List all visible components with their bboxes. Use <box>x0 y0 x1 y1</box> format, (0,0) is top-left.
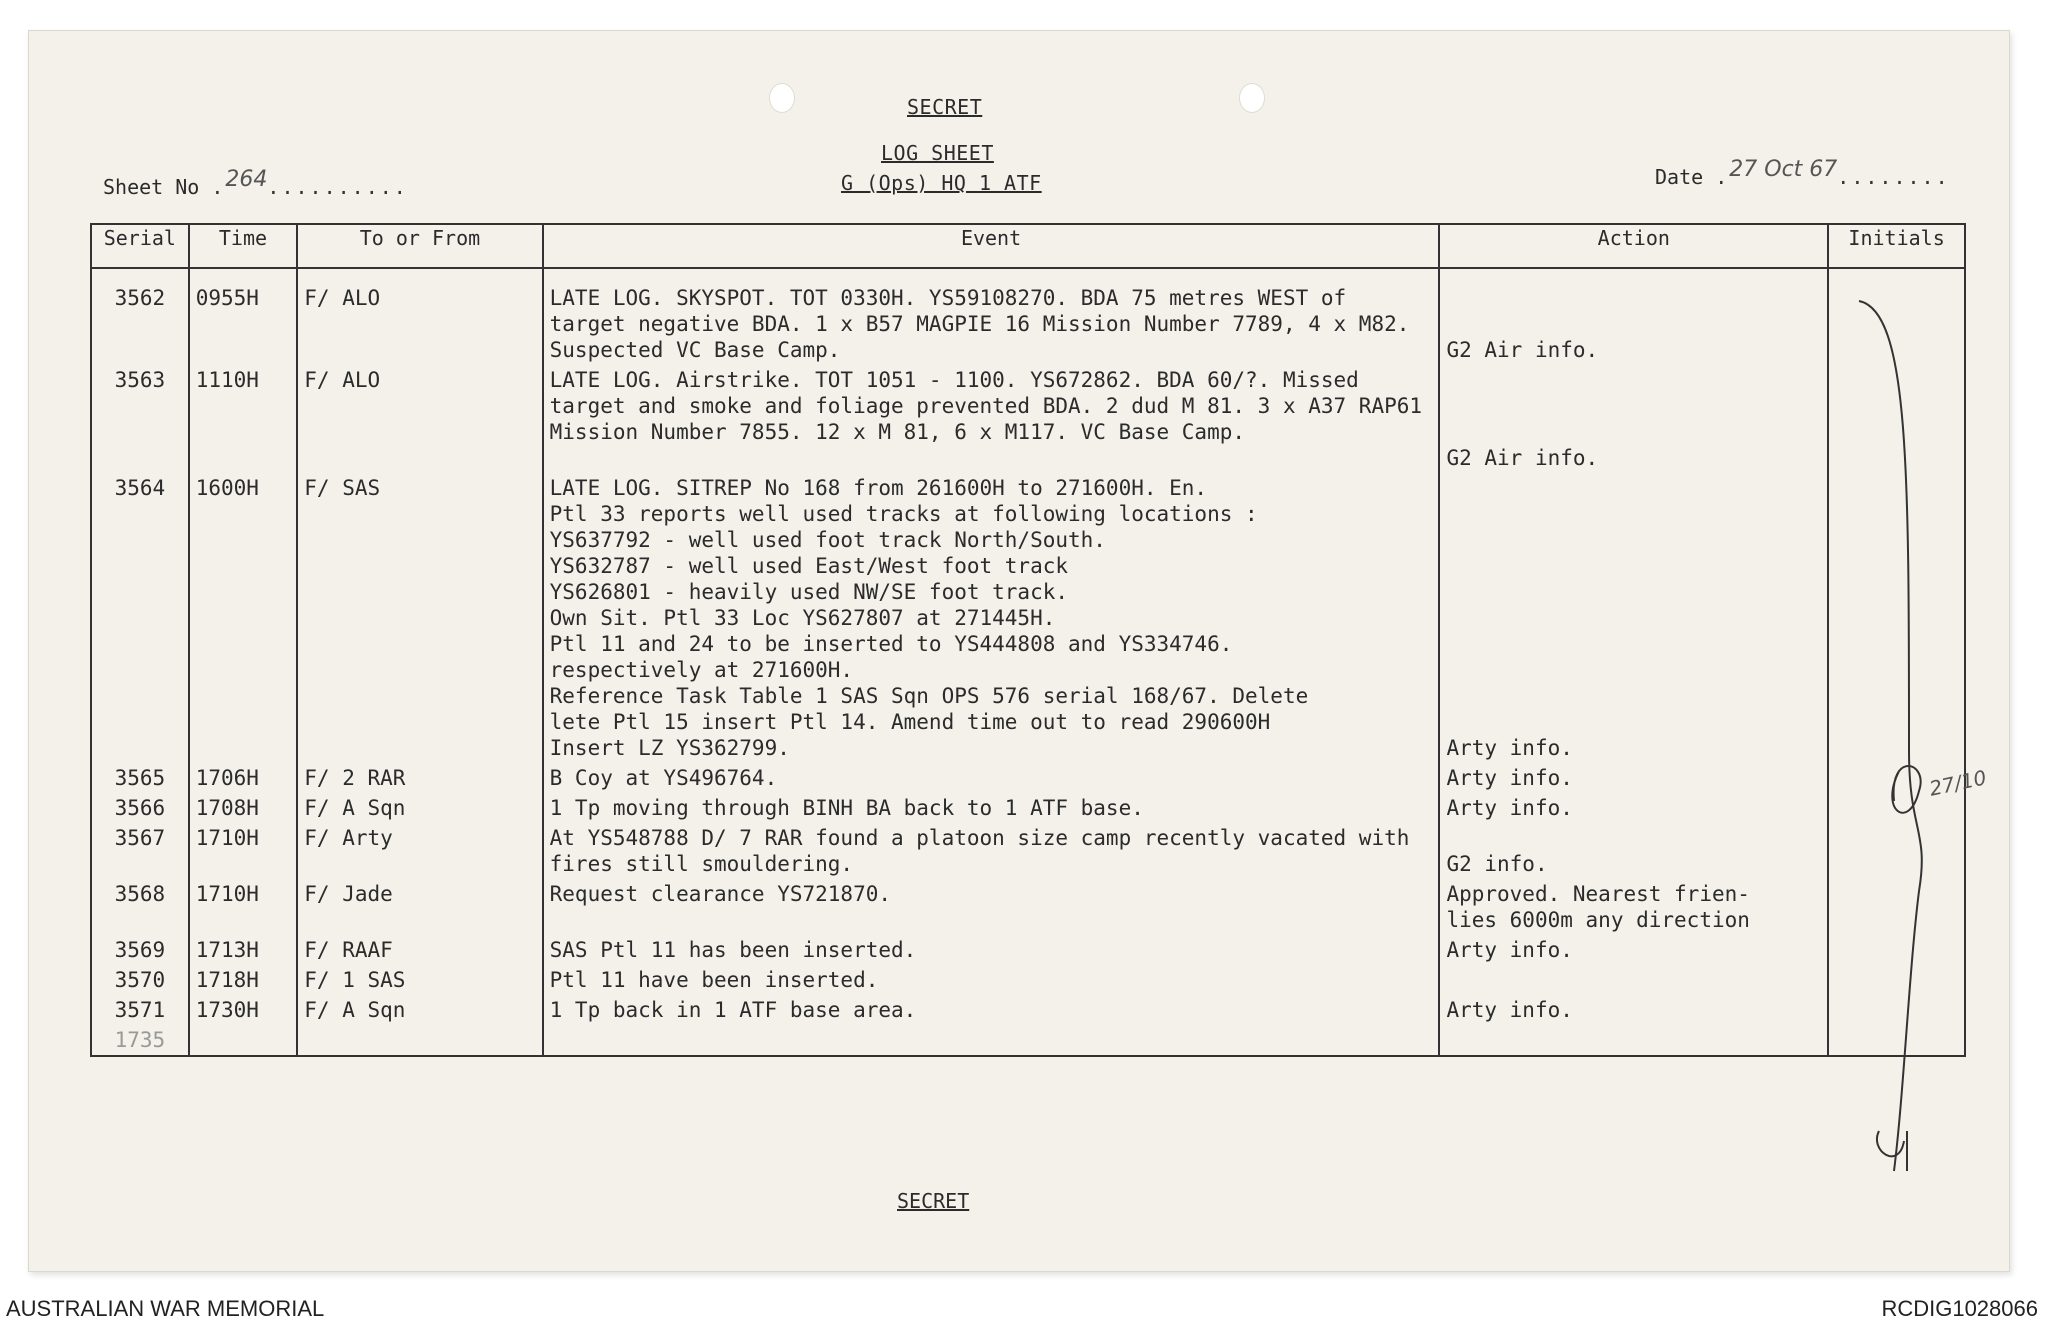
table-header-row <box>91 224 1965 268</box>
column-header-initials: Initials <box>1828 224 1965 268</box>
time-cell: 1600H <box>189 473 298 763</box>
event-cell: Request clearance YS721870. <box>543 879 1440 935</box>
sheet-number-dots: . <box>211 175 226 199</box>
sheet-date <box>1655 157 1950 190</box>
table-row <box>91 283 1965 365</box>
column-header-serial: Serial <box>91 224 189 268</box>
table-row <box>91 473 1965 763</box>
serial-cell: 3568 <box>91 879 189 935</box>
table-spacer-row <box>91 268 1965 283</box>
date-value: 27 Oct 67 <box>1729 157 1838 182</box>
from-cell: F/ A Sqn <box>297 995 542 1025</box>
event-cell: 1 Tp back in 1 ATF base area. <box>543 995 1440 1025</box>
action-cell: G2 Air info. <box>1439 365 1828 473</box>
time-cell: 1730H <box>189 995 298 1025</box>
action-cell: G2 Air info. <box>1439 283 1828 365</box>
time-cell: 1708H <box>189 793 298 823</box>
time-cell: 1710H <box>189 823 298 879</box>
time-cell: 1718H <box>189 965 298 995</box>
time-cell: 0955H <box>189 283 298 365</box>
log-table <box>90 223 1966 1057</box>
punch-hole <box>1239 83 1265 113</box>
serial-cell: 3569 <box>91 935 189 965</box>
table-row <box>91 965 1965 995</box>
column-header-to-or-from: To or From <box>297 224 542 268</box>
sheet-number-label: Sheet No <box>103 175 200 199</box>
action-cell: Arty info. <box>1439 473 1828 763</box>
from-cell: F/ ALO <box>297 365 542 473</box>
archive-id-label: RCDIG1028066 <box>1881 1296 2038 1321</box>
action-cell: Arty info. <box>1439 793 1828 823</box>
date-dots: . <box>1715 165 1730 189</box>
event-cell: LATE LOG. Airstrike. TOT 1051 - 1100. YS672862. BDA 60/?. Missed target and smoke and foliage prevented BDA. 2 dud M 81. 3 x A37 RAP61 Mission Number 7855. 12 x M 81, 6 x M117. VC Base Camp. <box>543 365 1440 473</box>
archive-source-label: AUSTRALIAN WAR MEMORIAL <box>6 1296 325 1321</box>
sheet-number <box>103 167 408 200</box>
action-cell: Arty info. <box>1439 763 1828 793</box>
classification-bottom: SECRET <box>897 1189 970 1213</box>
from-cell: F/ 1 SAS <box>297 965 542 995</box>
date-dots: ........ <box>1837 165 1950 189</box>
serial-cell: 3571 <box>91 995 189 1025</box>
table-row <box>91 365 1965 473</box>
event-cell: LATE LOG. SITREP No 168 from 261600H to 271600H. En. Ptl 33 reports well used tracks at following locations : YS637792 - well used foot track North/South. YS632787 - well used East/West foot track YS626801 - heavily used NW/SE foot track. Own Sit. Ptl 33 Loc YS627807 at 271445H. Ptl 11 and 24 to be inserted to YS444808 and YS334746. respectively at 271600H. Reference Task Table 1 SAS Sqn OPS 576 serial 168/67. Delete lete Ptl 15 insert Ptl 14. Amend time out to read 290600H Insert LZ YS362799. <box>543 473 1440 763</box>
table-row <box>91 763 1965 793</box>
from-cell: F/ Arty <box>297 823 542 879</box>
table-row <box>91 935 1965 965</box>
table-row <box>91 823 1965 879</box>
time-cell <box>189 1025 298 1056</box>
action-cell: Approved. Nearest frien- lies 6000m any direction <box>1439 879 1828 935</box>
serial-cell: 3570 <box>91 965 189 995</box>
serial-cell: 3565 <box>91 763 189 793</box>
from-cell: F/ 2 RAR <box>297 763 542 793</box>
event-cell: At YS548788 D/ 7 RAR found a platoon size camp recently vacated with fires still smouldering. <box>543 823 1440 879</box>
table-row <box>91 995 1965 1025</box>
sheet-number-value: 264 <box>225 167 268 192</box>
from-cell: F/ SAS <box>297 473 542 763</box>
event-cell: SAS Ptl 11 has been inserted. <box>543 935 1440 965</box>
serial-cell: 1735 <box>91 1025 189 1056</box>
action-cell: Arty info. <box>1439 995 1828 1025</box>
punch-hole <box>769 83 795 113</box>
serial-cell: 3566 <box>91 793 189 823</box>
action-cell <box>1439 965 1828 995</box>
handwritten-initials-mark <box>1849 271 2009 1191</box>
from-cell: F/ A Sqn <box>297 793 542 823</box>
event-cell: Ptl 11 have been inserted. <box>543 965 1440 995</box>
document-subtitle: G (Ops) HQ 1 ATF <box>841 171 1042 195</box>
initials-date: 27/10 <box>1927 765 1989 801</box>
sheet-number-dots: .......... <box>267 175 408 199</box>
time-cell: 1706H <box>189 763 298 793</box>
event-cell: 1 Tp moving through BINH BA back to 1 ATF base. <box>543 793 1440 823</box>
serial-cell: 3562 <box>91 283 189 365</box>
action-cell: Arty info. <box>1439 935 1828 965</box>
serial-cell: 3563 <box>91 365 189 473</box>
table-row <box>91 1025 1965 1056</box>
from-cell: F/ RAAF <box>297 935 542 965</box>
log-sheet-page <box>28 30 2010 1272</box>
column-header-action: Action <box>1439 224 1828 268</box>
event-cell: LATE LOG. SKYSPOT. TOT 0330H. YS59108270. BDA 75 metres WEST of target negative BDA. 1 x B57 MAGPIE 16 Mission Number 7789, 4 x M82. Suspected VC Base Camp. <box>543 283 1440 365</box>
table-row <box>91 793 1965 823</box>
event-cell <box>543 1025 1440 1056</box>
from-cell: F/ Jade <box>297 879 542 935</box>
from-cell <box>297 1025 542 1056</box>
time-cell: 1713H <box>189 935 298 965</box>
document-title: LOG SHEET <box>881 141 994 165</box>
time-cell: 1710H <box>189 879 298 935</box>
from-cell: F/ ALO <box>297 283 542 365</box>
column-header-event: Event <box>543 224 1440 268</box>
column-header-time: Time <box>189 224 298 268</box>
time-cell: 1110H <box>189 365 298 473</box>
date-label: Date <box>1655 165 1704 189</box>
serial-cell: 3564 <box>91 473 189 763</box>
classification-top: SECRET <box>907 95 983 119</box>
action-cell <box>1439 1025 1828 1056</box>
action-cell: G2 info. <box>1439 823 1828 879</box>
event-cell: B Coy at YS496764. <box>543 763 1440 793</box>
table-row <box>91 879 1965 935</box>
serial-cell: 3567 <box>91 823 189 879</box>
